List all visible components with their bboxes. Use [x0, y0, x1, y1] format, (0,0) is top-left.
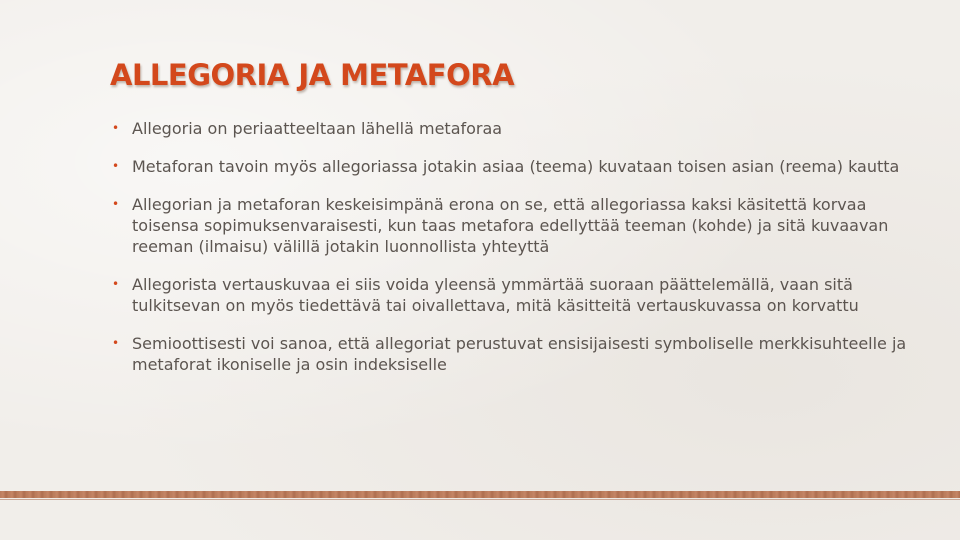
bullet-item [112, 156, 922, 177]
bullet-dot-icon: • [112, 336, 120, 350]
bullet-item [112, 118, 922, 139]
bullet-text: Semioottisesti voi sanoa, että allegoriat perustuvat ensisijaisesti symboliselle merkkisuhteelle ja metaforat ikoniselle ja osin indeksiselle [132, 334, 907, 374]
bullet-text: Allegorista vertauskuvaa ei siis voida yleensä ymmärtää suoraan päättelemällä, vaan sitä tulkitsevan on myös tiedettävä tai oivallettava, mitä käsitteitä vertauskuvassa on korvattu [132, 275, 859, 315]
bullet-text: Metaforan tavoin myös allegoriassa jotakin asiaa (teema) kuvataan toisen asian (reema) kautta [132, 157, 900, 176]
bullet-text: Allegorian ja metaforan keskeisimpänä erona on se, että allegoriassa kaksi käsitettä korvaa toisensa sopimuksenvaraisesti, kun taas metafora edellyttää teeman (kohde) ja sitä kuvaavan reeman (ilmaisu) välillä jotakin luonnollista yhteyttä [132, 195, 889, 256]
bullet-item [112, 274, 922, 316]
bullet-text: Allegoria on periaatteeltaan lähellä metaforaa [132, 119, 503, 138]
bullet-dot-icon: • [112, 159, 120, 173]
bullet-dot-icon: • [112, 277, 120, 291]
bullet-dot-icon: • [112, 121, 120, 135]
slide-title: ALLEGORIA JA METAFORA [110, 58, 515, 92]
bullet-item [112, 333, 922, 375]
slide-content [112, 118, 922, 392]
decorative-bottom-band [0, 491, 960, 498]
bullet-dot-icon: • [112, 197, 120, 211]
bullet-list [112, 118, 922, 375]
decorative-bottom-hairline [0, 499, 960, 500]
bullet-item [112, 194, 922, 257]
